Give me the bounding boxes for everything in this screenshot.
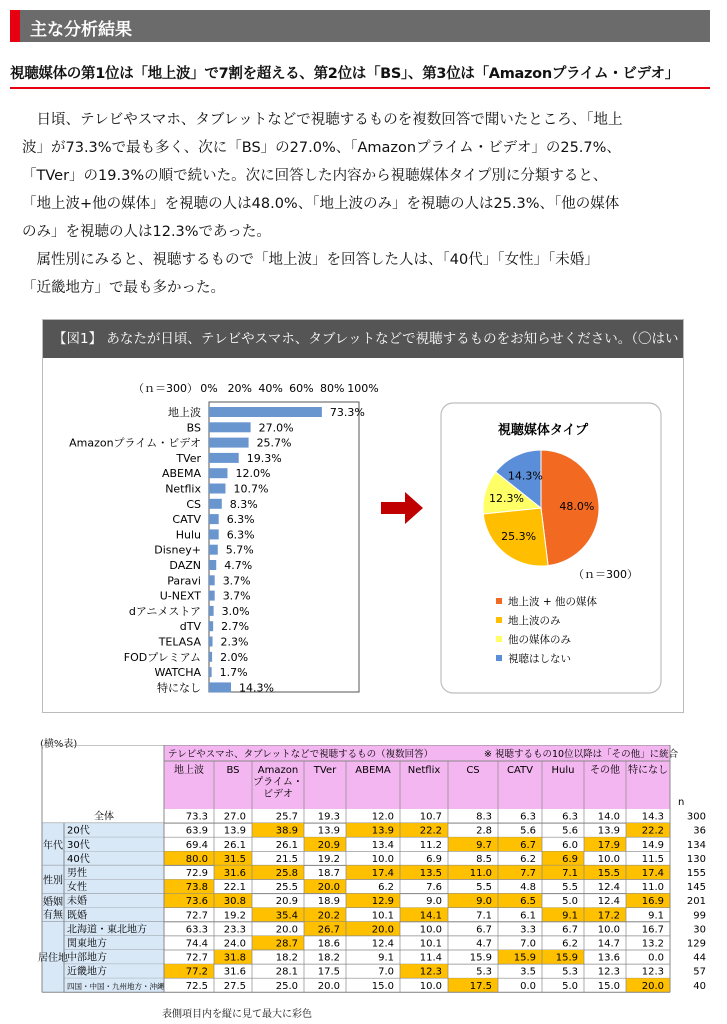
bar [209,529,219,539]
bar-value-label: 14.3% [239,681,274,695]
table-cell: 12.4 [597,882,620,894]
table-cell: 35.4 [275,910,298,922]
table-cell: 74.4 [185,938,208,950]
table-cell: 14.7 [597,938,620,950]
table-cell: 10.0 [419,924,442,936]
table-row-n: 134 [686,839,706,851]
table-cell: 26.1 [223,839,246,851]
bar [209,575,215,585]
bar-category-label: Netflix [165,482,201,496]
table-cell: 27.0 [223,811,246,823]
table-cell: 77.2 [185,966,208,978]
table-cell: 22.2 [419,825,442,837]
table-cell: 6.7 [520,839,536,851]
table-cell: 13.2 [641,938,664,950]
table-row-label: 男性 [67,868,87,879]
table-cell: 25.7 [275,811,298,823]
table-cell: 73.8 [185,882,208,894]
bar-tick-label: 80% [319,382,345,395]
table-cell: 9.1 [562,910,578,922]
table-cell: 20.2 [317,910,340,922]
table-group-label: 性別 [43,875,63,887]
table-cell: 17.9 [597,839,620,851]
bar-value-label: 2.3% [220,635,249,649]
table-cell: 20.0 [371,924,394,936]
paragraph-2 [22,246,692,302]
paragraph-1-line: 波」が73.3%で最も多く、次に「BS」の27.0%、「Amazonプライム・ビデオ」の25.7%、 [22,140,621,156]
table-row-label: 20代 [67,825,90,837]
table-cell: 15.0 [597,980,620,992]
bar-value-label: 25.7% [256,436,292,450]
table-cell: 20.9 [275,896,298,908]
bar-value-label: 10.7% [233,482,269,496]
table-row-n: 129 [686,938,706,950]
pie-title: 視聴媒体タイプ [497,423,589,438]
pie-value-label: 14.3% [507,469,543,483]
bar-category-label: TVer [176,451,201,465]
table-column-header: プライム・ [253,777,303,788]
table-cell: 7.0 [520,938,536,950]
bar-category-label: Paravi [167,574,201,588]
legend-label: 地上波 + 他の媒体 [508,596,597,608]
bar-n-label: （ｎ＝300） [133,382,198,395]
table-cell: 25.0 [275,980,298,992]
table-cell: 20.0 [317,980,340,992]
figure-canvas [43,320,683,712]
table-column-header: BS [226,765,240,776]
table-row-n: 57 [693,966,706,978]
legend-label: 視聴はしない [508,653,571,665]
table-row-n: 30 [693,924,706,936]
bar-value-label: 2.7% [221,620,250,634]
table-cell: 14.0 [597,811,620,823]
table-row-n: 99 [693,910,706,922]
legend-label: 他の媒体のみ [508,634,571,646]
table-cell: 20.9 [317,839,340,851]
table-cell: 72.7 [185,910,208,922]
table-row-label: 女性 [67,882,87,894]
table-cell: 3.3 [520,924,536,936]
table-cell: 31.6 [223,966,246,978]
table-cell: 8.5 [476,853,492,865]
table-column-header: ABEMA [355,765,391,776]
table-cell: 15.9 [555,952,578,964]
bar-value-label: 1.7% [219,666,248,680]
table-cell: 4.8 [520,882,536,894]
table-cell: 7.1 [476,910,492,922]
headline-underline [10,87,710,89]
table-cell: 72.9 [185,868,208,879]
table-cell: 6.5 [520,896,536,908]
bar-value-label: 12.0% [235,467,271,481]
table-cell: 6.2 [378,882,394,894]
table-row-n: 300 [686,811,706,823]
bar-category-label: CS [186,497,201,511]
table-row-n: 36 [693,825,706,837]
figure-1 [42,319,684,713]
bar-category-label: TELASA [158,635,201,649]
bar-category-label: 特になし [157,681,201,695]
table-cell: 63.3 [185,924,208,936]
bar-tick-label: 40% [258,382,283,395]
table-cell: 8.3 [476,811,492,823]
table-row-n: 201 [686,896,706,908]
figure-title: 【図1】 あなたが日頃、テレビやスマホ、タブレットなどで視聴するものをお知らせください。（〇はい [53,331,679,347]
table-group-header: テレビやスマホ、タブレットなどで視聴するもの（複数回答） [168,749,434,760]
table-cell: 11.4 [419,952,442,964]
table-cell: 9.0 [476,896,492,908]
table-cell: 15.9 [513,952,536,964]
table-cell: 17.4 [371,868,394,879]
table-cell: 69.4 [185,839,208,851]
table-cell: 13.9 [597,825,620,837]
bar [209,591,215,601]
table-cell: 16.7 [641,924,664,936]
table-cell: 7.6 [426,882,442,894]
table-row-label: 四国・中国・九州地方・沖縄 [67,981,165,991]
bar [209,468,227,478]
bar [209,560,216,570]
section-header-accent [10,10,20,42]
table-cell: 25.5 [275,882,298,894]
bar-value-label: 73.3% [329,406,365,419]
table-row-n: 130 [686,853,706,865]
table-cell: 7.0 [378,966,394,978]
table-cell: 10.7 [419,811,442,823]
table-cell: 6.3 [520,811,536,823]
table-cell: 10.0 [597,924,620,936]
table-cell: 20.0 [641,980,664,992]
table-cell: 13.9 [317,825,340,837]
bar-value-label: 5.7% [225,543,254,557]
table-cell: 13.5 [419,868,442,879]
table-group-label: 居住地 [38,953,68,965]
table-row-label: 中部地方 [67,952,107,964]
table-cell: 12.9 [371,896,394,908]
bar [209,453,239,463]
table-group-label: 婚姻 [43,897,63,909]
table-cell: 31.5 [223,853,246,865]
table-cell: 4.7 [476,938,492,950]
pie-value-label: 12.3% [489,491,524,505]
table-cell: 5.0 [562,896,578,908]
bar-value-label: 4.7% [224,559,253,572]
table-column-header: TVer [313,765,337,776]
bar-category-label: dアニメストア [128,604,201,618]
table-cell: 12.4 [371,938,394,950]
bar [209,652,212,662]
table-row-label: 北海道・東北地方 [67,924,147,936]
table-row-label: 近畿地方 [67,966,107,978]
table-column-header: その他 [590,765,620,776]
table-row-n: 145 [686,882,706,894]
table-row-n: 155 [686,868,706,879]
table-cell: 63.9 [185,825,208,837]
table-cell: 12.3 [641,966,664,978]
table-cell: 0.0 [648,952,664,964]
table-cell: 26.1 [275,839,298,851]
table-cell: 9.1 [378,952,394,964]
table-cell: 10.0 [597,853,620,865]
table-cell: 28.7 [275,938,298,950]
table-cell: 80.0 [185,853,208,865]
legend-label: 地上波のみ [508,615,561,627]
bar-category-label: U-NEXT [159,589,201,603]
bar [209,545,218,555]
table-cell: 22.1 [223,882,246,894]
bar-value-label: 27.0% [258,421,294,435]
table-cell: 0.0 [520,980,536,992]
table-cell: 2.8 [476,825,492,837]
table-cell: 6.2 [520,853,536,865]
paragraph-1 [22,106,692,246]
table-cell: 17.2 [597,910,620,922]
pie-n-label: （ｎ＝300） [573,568,638,581]
table-cell: 14.9 [641,839,664,851]
table-cell: 6.7 [562,924,578,936]
table-cell: 9.7 [476,839,492,851]
table-column-header: Amazon [257,765,299,776]
table-column-header: 特になし [628,765,668,776]
table-unit-note: (横%表) [40,739,78,750]
section-header [10,10,710,42]
table-cell: 6.7 [476,924,492,936]
table-column-header: 地上波 [174,765,204,776]
bar-tick-label: 0% [200,382,218,395]
table-cell: 13.9 [371,825,394,837]
table-cell: 10.1 [371,910,394,922]
table-cell: 16.9 [641,896,664,908]
table-cell: 7.7 [520,868,536,879]
table-cell: 73.3 [185,811,208,823]
table-row-n: 40 [693,980,706,992]
table-group-label: 有無 [43,910,63,922]
bar-category-label: Hulu [175,528,201,542]
table-column-header: ビデオ [263,789,293,800]
table-cell: 14.3 [641,811,664,823]
table-cell: 13.4 [371,839,394,851]
table-cell: 6.9 [562,853,578,865]
table-cell: 31.8 [223,952,246,964]
paragraph-2-line: 属性別にみると、視聴するもので「地上波」を回答した人は、「40代」「女性」「未婚」 [22,252,599,268]
paragraph-1-line: 「地上波+他の媒体」を視聴の人は48.0%、「地上波のみ」を視聴の人は25.3%、「他の媒体 [22,196,620,212]
table-cell: 28.1 [275,966,298,978]
bar-category-label: BS [186,421,201,435]
table-cell: 17.5 [317,966,340,978]
bar-category-label: 地上波 [168,406,201,419]
bar-category-label: WATCHA [154,666,201,680]
table-column-header: CATV [507,765,533,776]
table-row-n: 44 [693,952,706,964]
legend-swatch [496,617,502,623]
table-cell: 11.5 [641,853,664,865]
table-cell: 23.3 [223,924,246,936]
table-column-header: Netflix [407,765,441,776]
bar-tick-label: 60% [289,382,314,395]
table-cell: 9.1 [648,910,664,922]
table-cell: 18.6 [317,938,340,950]
bar [209,499,222,509]
bar-value-label: 6.3% [226,513,255,527]
bar-value-label: 3.7% [222,589,251,603]
table-cell: 26.7 [317,924,340,936]
table-cell: 5.6 [520,825,536,837]
table-cell: 15.0 [371,980,394,992]
table-cell: 19.2 [223,910,246,922]
table-cell: 72.7 [185,952,208,964]
table-cell: 18.2 [317,952,340,964]
table-cell: 5.3 [562,966,578,978]
table-footnote: 表側項目内を縦に見て最大に彩色 [162,1009,312,1020]
bar-value-label: 2.0% [220,650,249,664]
table-cell: 5.0 [562,980,578,992]
table-cell: 14.1 [419,910,442,922]
table-group-note: ※ 視聴するもの10位以降は「その他」に統合 [484,749,679,760]
table-cell: 18.2 [275,952,298,964]
table-cell: 6.3 [562,811,578,823]
table-cell: 17.4 [641,868,664,879]
bar-category-label: Disney+ [154,543,201,557]
bar-category-label: ABEMA [161,467,201,481]
table-cell: 6.9 [426,853,442,865]
bar-value-label: 3.7% [222,574,251,588]
bar-category-label: Amazonプライム・ビデオ [69,436,201,450]
table-cell: 21.5 [275,853,298,865]
bar [209,438,249,448]
section-title: 主な分析結果 [30,20,132,40]
table-column-header: Hulu [551,765,575,776]
table-cell: 18.9 [317,896,340,908]
table-cell: 24.0 [223,938,246,950]
legend-swatch [496,636,502,642]
table-cell: 15.5 [597,868,620,879]
table-cell: 6.1 [520,910,536,922]
bar [209,407,322,417]
table-row-label: 未婚 [67,896,87,908]
table-cell: 25.8 [275,868,298,879]
table-cell: 19.3 [317,811,340,823]
table-cell: 18.7 [317,868,340,879]
table-cell: 5.5 [562,882,578,894]
paragraph-1-line: のみ」を視聴の人は12.3%であった。 [22,224,271,240]
table-cell: 5.6 [562,825,578,837]
table-row-label: 関東地方 [67,938,107,950]
table-cell: 6.2 [562,938,578,950]
table-cell: 11.2 [419,839,442,851]
bar-value-label: 3.0% [221,604,250,618]
bar-category-label: dTV [179,620,201,634]
table-cell: 7.1 [562,868,578,879]
table-cell: 27.5 [223,980,246,992]
headline: 視聴媒体の第1位は「地上波」で7割を超える、第2位は「BS」、第3位は「Amazonプライム・ビデオ」 [10,66,679,82]
bar-tick-label: 20% [227,382,253,395]
table-column-header: CS [466,765,480,776]
bar-tick-label: 100% [347,382,379,395]
bar [209,682,231,692]
bar-value-label: 8.3% [229,497,258,511]
table-cell: 10.1 [419,938,442,950]
table-group-label: 年代 [43,840,63,852]
bar-category-label: FODプレミアム [123,650,201,664]
table-cell: 15.9 [469,952,492,964]
paragraph-1-line: 「TVer」の19.3%の順で続いた。次に回答した内容から視聴媒体タイプ別に分類すると、 [22,168,608,184]
legend-swatch [496,655,502,661]
paragraph-1-line: 日頃、テレビやスマホ、タブレットなどで視聴するものを複数回答で聞いたところ、「地上 [22,112,623,128]
bar [209,621,213,631]
legend-swatch [496,598,502,604]
bar [209,637,213,647]
table-cell: 31.6 [223,868,246,879]
bar [209,422,251,432]
table-cell: 13.6 [597,952,620,964]
bar [209,606,214,616]
table-cell: 72.5 [185,980,208,992]
table-row-label: 40代 [67,853,90,865]
table-cell: 30.8 [223,896,246,908]
table-cell: 3.5 [520,966,536,978]
table-cell: 12.0 [371,811,394,823]
bar-value-label: 6.3% [226,528,255,542]
bar-category-label: CATV [172,513,201,527]
pie-value-label: 25.3% [501,530,537,544]
table-cell: 5.5 [476,882,492,894]
table-cell: 13.9 [223,825,246,837]
bar [209,514,219,524]
pie-value-label: 48.0% [559,499,595,513]
table-cell: 17.5 [469,980,492,992]
table-cell: 22.2 [641,825,664,837]
bar-value-label: 19.3% [246,451,282,465]
table-cell: 12.4 [597,896,620,908]
table-row-label: 全体 [94,811,114,823]
table-cell: 9.0 [426,896,442,908]
table-cell: 10.0 [419,980,442,992]
cross-table [0,745,727,1005]
table-cell: 11.0 [641,882,664,894]
table-cell: 10.0 [371,853,394,865]
table-n-header: n [678,797,685,808]
paragraph-2-line: 「近畿地方」で最も多かった。 [22,280,225,296]
bar-category-label: DAZN [169,559,201,572]
table-cell: 38.9 [275,825,298,837]
bar [209,484,225,494]
bar [209,667,212,677]
table-row-label: 30代 [67,839,90,851]
table-cell: 19.2 [317,853,340,865]
table-cell: 12.3 [419,966,442,978]
table-row-label: 既婚 [67,910,87,922]
table-cell: 73.6 [185,896,208,908]
table-cell: 6.0 [562,839,578,851]
table-cell: 11.0 [469,868,492,879]
table-cell: 12.3 [597,966,620,978]
table-cell: 20.0 [275,924,298,936]
table-cell: 20.0 [317,882,340,894]
table-cell: 5.3 [476,966,492,978]
